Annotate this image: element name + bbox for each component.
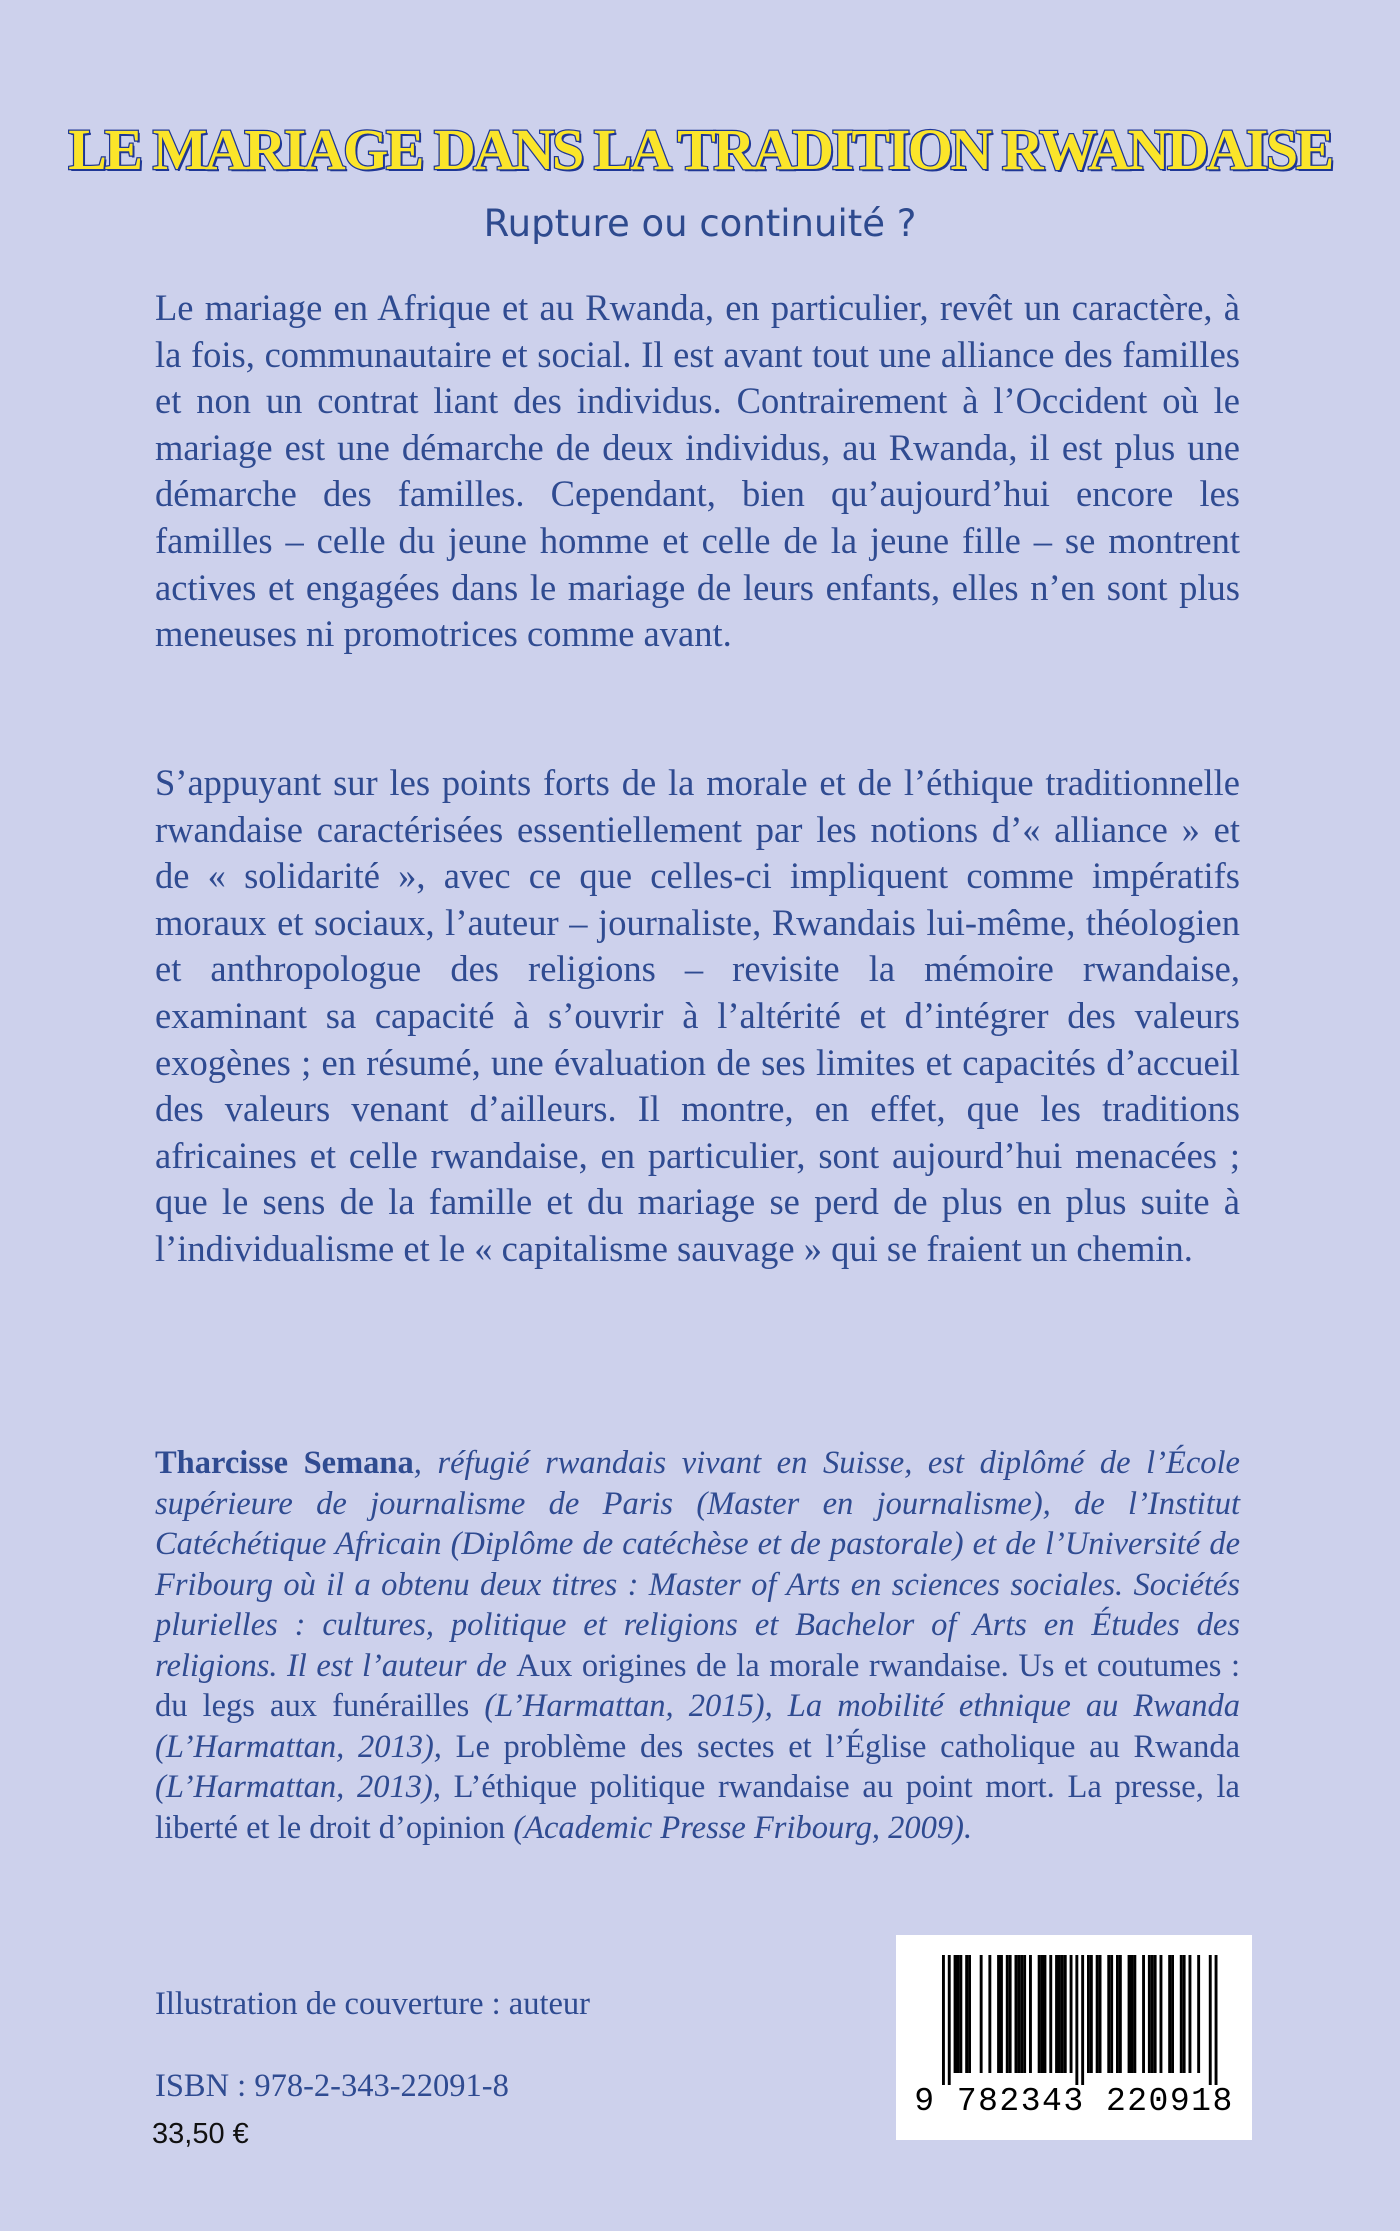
barcode-bar bbox=[1090, 1955, 1093, 2073]
barcode-bar bbox=[1096, 1955, 1099, 2073]
barcode-bar bbox=[1029, 1955, 1032, 2073]
barcode-digits: 9 782343 220918 bbox=[914, 2083, 1234, 2120]
barcode-bar bbox=[980, 1955, 983, 2073]
barcode-bar bbox=[1038, 1955, 1041, 2073]
book-title-1: Aux origines de la morale rwandaise. Us et coutumes : du legs aux funérailles bbox=[155, 1647, 1240, 1724]
barcode-bar bbox=[1020, 1955, 1023, 2073]
barcode-bar bbox=[1064, 1955, 1067, 2073]
book-title-3: L’éthique politique rwandaise au point mort. La presse, la liberté et le droit d’opinion bbox=[155, 1769, 1240, 1846]
barcode-bar bbox=[1171, 1955, 1174, 2073]
barcode-bar bbox=[1168, 1955, 1171, 2073]
barcode-bar bbox=[1023, 1955, 1026, 2073]
barcode-bar bbox=[1058, 1955, 1061, 2073]
barcode bbox=[896, 1935, 1252, 2140]
barcode-guard-bar bbox=[1209, 1955, 1212, 2085]
barcode-bar bbox=[988, 1955, 991, 2073]
book-subtitle: Rupture ou continuité ? bbox=[483, 202, 917, 245]
barcode-bar bbox=[1006, 1955, 1009, 2073]
barcode-bar bbox=[1107, 1955, 1110, 2073]
barcode-bar bbox=[1099, 1955, 1102, 2073]
barcode-bar bbox=[1015, 1955, 1018, 2073]
summary-paragraph-1: Le mariage en Afrique et au Rwanda, en particulier, revêt un caractère, à la fois, communautaire et social. Il est avant tout une alliance des familles et non un contrat liant des individus. Contrairement à l’Occident où le mariage est une démarche de deux individus, au Rwanda, il est plus une démarche des familles. Cependant, bien qu’aujourd’hui encore les familles – celle du jeune homme et celle de la jeune fille – se montrent actives et engagées dans le mariage de leurs enfants, elles n’en sont plus meneuses ni promotrices comme avant. bbox=[155, 287, 1240, 655]
book-title: LE MARIAGE DANS LA TRADITION RWANDAISE bbox=[68, 117, 1332, 182]
barcode-guard-bar bbox=[1075, 1955, 1078, 2085]
barcode-guard-bar bbox=[1081, 1955, 1084, 2085]
isbn: ISBN : 978-2-343-22091-8 bbox=[155, 2068, 509, 2104]
barcode-bar bbox=[1049, 1955, 1052, 2073]
author-bio-intro: , réfugié rwandais vivant en Suisse, est diplômé de l’École supérieure de journalisme de Paris (Master en journalisme), de l’Institut Catéchétique Africain (Diplôme de catéchèse et de pastorale) et de l’Université de Fribourg où il a obtenu deux titres : Master of Arts en sciences sociales. Sociétés plurielles : cultures, politique et religions et Bachelor of Arts en Études des religions. Il est l’auteur de bbox=[155, 1445, 1240, 1684]
barcode-bar bbox=[1044, 1955, 1047, 2073]
barcode-bar bbox=[1131, 1955, 1134, 2073]
barcode-bar bbox=[1133, 1955, 1136, 2073]
barcode-bar bbox=[1110, 1955, 1113, 2073]
barcode-bar bbox=[1017, 1955, 1020, 2073]
barcode-guard-bar bbox=[942, 1955, 945, 2085]
barcode-bar bbox=[1009, 1955, 1012, 2073]
barcode-bar bbox=[1070, 1955, 1073, 2073]
book-title-2: Le problème des sectes et l’Église catholique au Rwanda bbox=[455, 1728, 1240, 1765]
barcode-guard-bar bbox=[1215, 1955, 1218, 2085]
illustration-credit: Illustration de couverture : auteur bbox=[155, 1986, 590, 2022]
book-publisher-2: (L’Harmattan, 2013), bbox=[155, 1769, 454, 1805]
barcode-bar bbox=[1142, 1955, 1145, 2073]
book-publisher-3: (Academic Presse Fribourg, 2009). bbox=[505, 1809, 973, 1846]
barcode-bar bbox=[1087, 1955, 1090, 2073]
barcode-bar bbox=[1151, 1955, 1154, 2073]
barcode-bar bbox=[1119, 1955, 1122, 2073]
barcode-guard-bar bbox=[948, 1955, 951, 2085]
book-publisher-1: (L’Harmattan, 2015), La mobilité ethnique au Rwanda (L’Harmattan, 2013), bbox=[155, 1688, 1240, 1765]
barcode-bar bbox=[968, 1955, 971, 2073]
barcode-bar bbox=[1041, 1955, 1044, 2073]
summary-paragraph-2: S’appuyant sur les points forts de la morale et de l’éthique traditionnelle rwandaise caractérisées essentiellement par les notions d’« alliance » et de « solidarité », avec ce que celles-ci impliquent comme impératifs moraux et sociaux, l’auteur – journaliste, Rwandais lui-même, théologien et anthropologue des religions – revisite la mémoire rwandaise, examinant sa capacité à s’ouvrir à l’altérité et d’intégrer des valeurs exogènes ; en résumé, une évaluation de ses limites et capacités d’accueil des valeurs venant d’ailleurs. Il montre, en effet, que les traditions africaines et celle rwandaise, en particulier, sont aujourd’hui menacées ; que le sens de la famille et du mariage se perd de plus en plus suite à l’individualisme et le « capitalisme sauvage » qui se fraient un chemin. bbox=[155, 762, 1240, 1269]
barcode-bar bbox=[965, 1955, 968, 2073]
barcode-bar bbox=[997, 1955, 1000, 2073]
author-name: Tharcisse Semana bbox=[155, 1445, 414, 1481]
barcode-bar bbox=[1000, 1955, 1003, 2073]
barcode-bar bbox=[1055, 1955, 1058, 2073]
barcode-bar bbox=[1180, 1955, 1183, 2073]
barcode-bar bbox=[1154, 1955, 1157, 2073]
barcode-bar bbox=[1116, 1955, 1119, 2073]
barcode-bar bbox=[959, 1955, 962, 2073]
barcode-bar bbox=[1061, 1955, 1064, 2073]
barcode-bar bbox=[1148, 1955, 1151, 2073]
barcode-bar bbox=[1160, 1955, 1163, 2073]
barcode-bar bbox=[1183, 1955, 1186, 2073]
barcode-bar bbox=[1197, 1955, 1200, 2073]
barcode-bar bbox=[957, 1955, 960, 2073]
barcode-bar bbox=[1128, 1955, 1131, 2073]
barcode-bar bbox=[1189, 1955, 1192, 2073]
price: 33,50 € bbox=[152, 2118, 249, 2150]
author-bio bbox=[155, 1443, 1240, 1848]
barcode-bar bbox=[954, 1955, 957, 2073]
